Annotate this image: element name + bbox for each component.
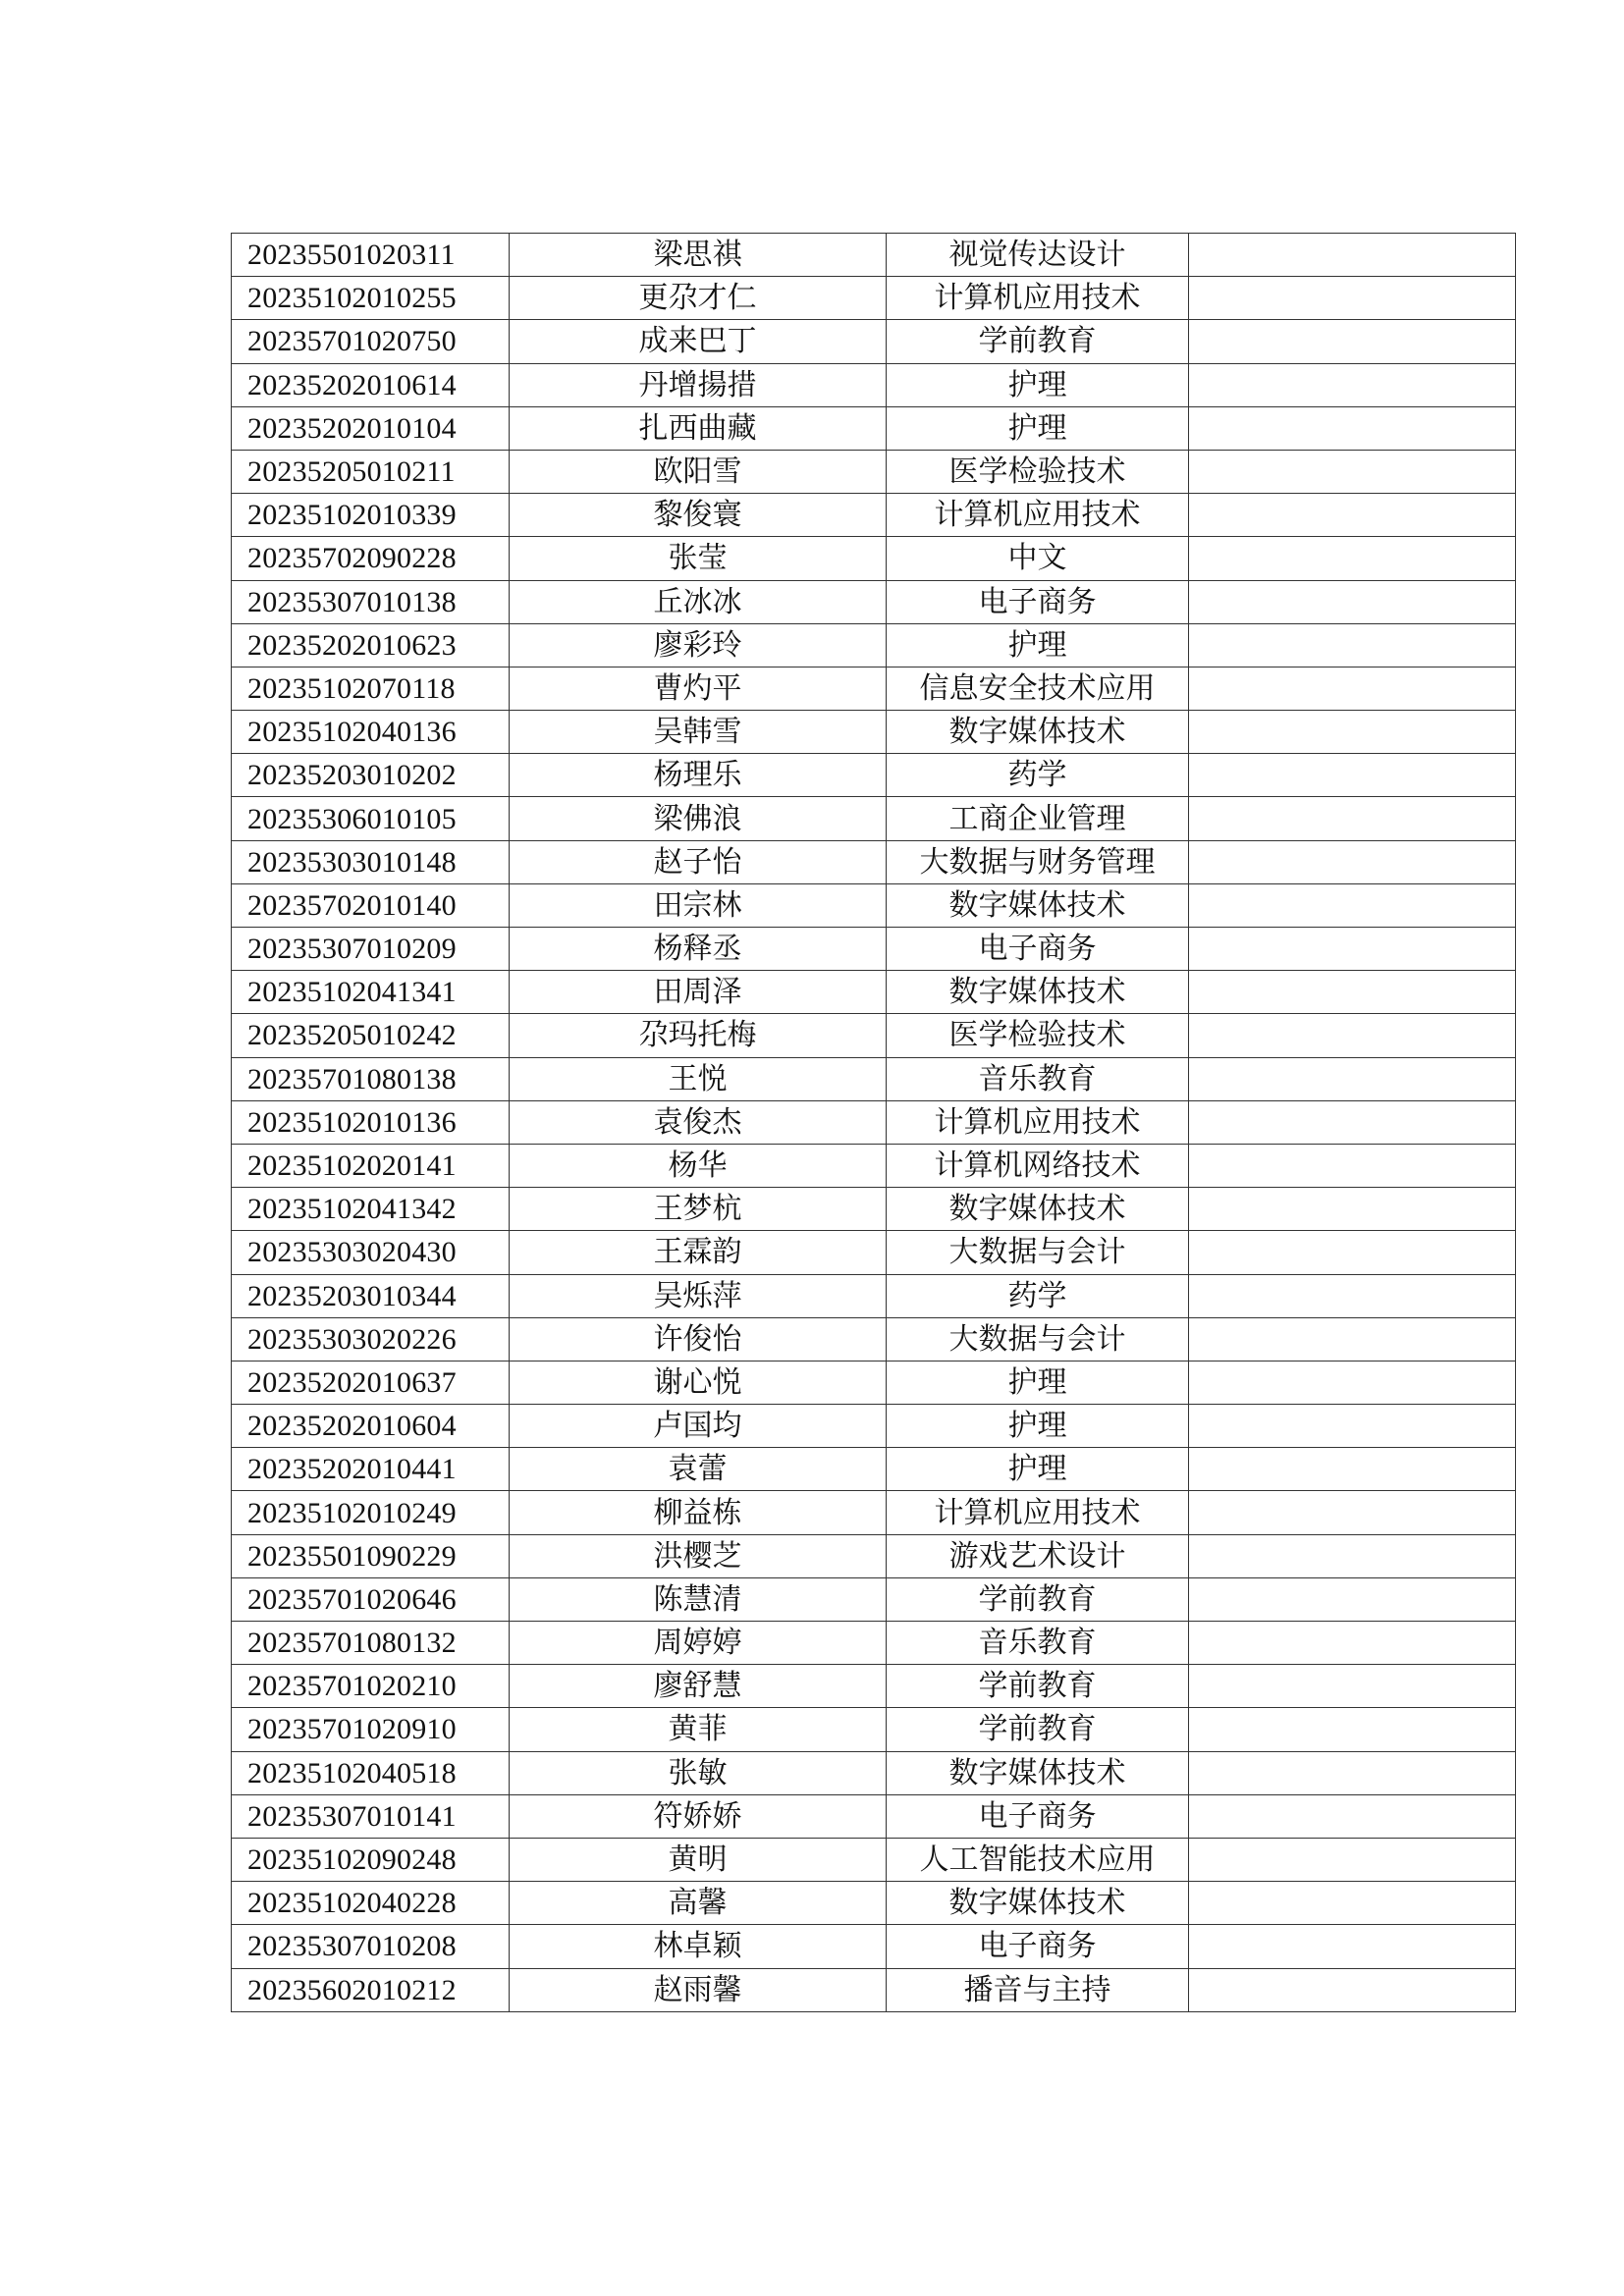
student-name-cell: 更尕才仁 xyxy=(510,277,887,320)
student-name-cell: 丘冰冰 xyxy=(510,580,887,623)
table-row xyxy=(232,1838,1516,1881)
student-id-cell: 20235701020750 xyxy=(232,320,510,363)
student-id-cell: 20235102010136 xyxy=(232,1100,510,1144)
student-major-cell: 学前教育 xyxy=(887,1708,1189,1751)
student-name-cell: 黎俊寰 xyxy=(510,494,887,537)
student-note-cell xyxy=(1189,1100,1516,1144)
table-row xyxy=(232,1708,1516,1751)
student-id-cell: 20235303010148 xyxy=(232,840,510,883)
student-note-cell xyxy=(1189,623,1516,667)
student-major-cell: 音乐教育 xyxy=(887,1622,1189,1665)
student-name-cell: 洪樱芝 xyxy=(510,1534,887,1577)
table-row xyxy=(232,1057,1516,1100)
student-major-cell: 护理 xyxy=(887,363,1189,406)
table-row xyxy=(232,1188,1516,1231)
table-row xyxy=(232,1794,1516,1838)
table-row xyxy=(232,667,1516,710)
student-major-cell: 大数据与财务管理 xyxy=(887,840,1189,883)
student-major-cell: 电子商务 xyxy=(887,1925,1189,1968)
table-row xyxy=(232,537,1516,580)
student-note-cell xyxy=(1189,797,1516,840)
student-note-cell xyxy=(1189,450,1516,493)
student-note-cell xyxy=(1189,1231,1516,1274)
student-id-cell: 20235303020430 xyxy=(232,1231,510,1274)
student-id-cell: 20235102010339 xyxy=(232,494,510,537)
student-name-cell: 欧阳雪 xyxy=(510,450,887,493)
student-name-cell: 黄菲 xyxy=(510,1708,887,1751)
student-major-cell: 计算机应用技术 xyxy=(887,494,1189,537)
student-id-cell: 20235702010140 xyxy=(232,883,510,927)
student-major-cell: 电子商务 xyxy=(887,1794,1189,1838)
student-note-cell xyxy=(1189,1057,1516,1100)
student-id-cell: 20235501090229 xyxy=(232,1534,510,1577)
table-row xyxy=(232,450,1516,493)
table-row xyxy=(232,1014,1516,1057)
table-row xyxy=(232,363,1516,406)
student-name-cell: 田周泽 xyxy=(510,971,887,1014)
student-id-cell: 20235102040136 xyxy=(232,711,510,754)
student-major-cell: 计算机应用技术 xyxy=(887,1491,1189,1534)
student-id-cell: 20235602010212 xyxy=(232,1968,510,2011)
student-note-cell xyxy=(1189,1317,1516,1361)
student-note-cell xyxy=(1189,1577,1516,1621)
student-name-cell: 谢心悦 xyxy=(510,1361,887,1404)
student-id-cell: 20235303020226 xyxy=(232,1317,510,1361)
table-row xyxy=(232,1491,1516,1534)
roster-body xyxy=(232,234,1516,2012)
table-row xyxy=(232,883,1516,927)
student-name-cell: 吴韩雪 xyxy=(510,711,887,754)
table-row xyxy=(232,1100,1516,1144)
student-note-cell xyxy=(1189,234,1516,277)
student-note-cell xyxy=(1189,363,1516,406)
student-name-cell: 赵雨馨 xyxy=(510,1968,887,2011)
student-major-cell: 信息安全技术应用 xyxy=(887,667,1189,710)
student-id-cell: 20235102041341 xyxy=(232,971,510,1014)
student-major-cell: 视觉传达设计 xyxy=(887,234,1189,277)
student-note-cell xyxy=(1189,1751,1516,1794)
student-note-cell xyxy=(1189,1708,1516,1751)
student-note-cell xyxy=(1189,754,1516,797)
student-id-cell: 20235202010614 xyxy=(232,363,510,406)
student-note-cell xyxy=(1189,667,1516,710)
table-row xyxy=(232,711,1516,754)
student-note-cell xyxy=(1189,1448,1516,1491)
student-name-cell: 周婷婷 xyxy=(510,1622,887,1665)
student-note-cell xyxy=(1189,1838,1516,1881)
student-note-cell xyxy=(1189,1491,1516,1534)
student-id-cell: 20235102090248 xyxy=(232,1838,510,1881)
student-major-cell: 学前教育 xyxy=(887,1577,1189,1621)
student-major-cell: 医学检验技术 xyxy=(887,450,1189,493)
student-note-cell xyxy=(1189,1534,1516,1577)
student-name-cell: 陈慧清 xyxy=(510,1577,887,1621)
table-row xyxy=(232,1577,1516,1621)
student-major-cell: 数字媒体技术 xyxy=(887,971,1189,1014)
student-name-cell: 卢国均 xyxy=(510,1405,887,1448)
student-major-cell: 数字媒体技术 xyxy=(887,1188,1189,1231)
student-major-cell: 护理 xyxy=(887,623,1189,667)
table-row xyxy=(232,1622,1516,1665)
table-row xyxy=(232,971,1516,1014)
student-name-cell: 高馨 xyxy=(510,1882,887,1925)
table-row xyxy=(232,928,1516,971)
student-name-cell: 扎西曲藏 xyxy=(510,406,887,450)
student-major-cell: 学前教育 xyxy=(887,1665,1189,1708)
student-name-cell: 田宗林 xyxy=(510,883,887,927)
student-id-cell: 20235307010141 xyxy=(232,1794,510,1838)
table-row xyxy=(232,234,1516,277)
table-row xyxy=(232,320,1516,363)
student-name-cell: 梁思祺 xyxy=(510,234,887,277)
student-id-cell: 20235102020141 xyxy=(232,1144,510,1187)
student-note-cell xyxy=(1189,494,1516,537)
student-name-cell: 张莹 xyxy=(510,537,887,580)
student-major-cell: 人工智能技术应用 xyxy=(887,1838,1189,1881)
student-major-cell: 大数据与会计 xyxy=(887,1231,1189,1274)
student-id-cell: 20235701020910 xyxy=(232,1708,510,1751)
student-name-cell: 丹增揚措 xyxy=(510,363,887,406)
student-note-cell xyxy=(1189,1968,1516,2011)
student-name-cell: 袁俊杰 xyxy=(510,1100,887,1144)
student-name-cell: 符娇娇 xyxy=(510,1794,887,1838)
student-name-cell: 杨释丞 xyxy=(510,928,887,971)
student-roster-table xyxy=(231,233,1516,2012)
student-id-cell: 20235306010105 xyxy=(232,797,510,840)
student-note-cell xyxy=(1189,1665,1516,1708)
student-note-cell xyxy=(1189,1014,1516,1057)
student-note-cell xyxy=(1189,580,1516,623)
student-major-cell: 游戏艺术设计 xyxy=(887,1534,1189,1577)
table-row xyxy=(232,840,1516,883)
table-row xyxy=(232,1231,1516,1274)
student-major-cell: 数字媒体技术 xyxy=(887,883,1189,927)
student-note-cell xyxy=(1189,406,1516,450)
student-id-cell: 20235102070118 xyxy=(232,667,510,710)
student-major-cell: 学前教育 xyxy=(887,320,1189,363)
student-note-cell xyxy=(1189,1188,1516,1231)
student-name-cell: 成来巴丁 xyxy=(510,320,887,363)
student-name-cell: 柳益栋 xyxy=(510,1491,887,1534)
student-major-cell: 数字媒体技术 xyxy=(887,1751,1189,1794)
student-name-cell: 梁佛浪 xyxy=(510,797,887,840)
student-name-cell: 杨华 xyxy=(510,1144,887,1187)
table-row xyxy=(232,1751,1516,1794)
student-id-cell: 20235102010255 xyxy=(232,277,510,320)
student-note-cell xyxy=(1189,1925,1516,1968)
student-id-cell: 20235205010242 xyxy=(232,1014,510,1057)
student-note-cell xyxy=(1189,537,1516,580)
student-id-cell: 20235202010637 xyxy=(232,1361,510,1404)
student-name-cell: 赵子怡 xyxy=(510,840,887,883)
student-id-cell: 20235102010249 xyxy=(232,1491,510,1534)
student-note-cell xyxy=(1189,883,1516,927)
student-major-cell: 中文 xyxy=(887,537,1189,580)
table-row xyxy=(232,580,1516,623)
student-id-cell: 20235701080132 xyxy=(232,1622,510,1665)
student-major-cell: 大数据与会计 xyxy=(887,1317,1189,1361)
table-row xyxy=(232,494,1516,537)
student-id-cell: 20235307010209 xyxy=(232,928,510,971)
student-major-cell: 播音与主持 xyxy=(887,1968,1189,2011)
table-row xyxy=(232,1448,1516,1491)
table-row xyxy=(232,1144,1516,1187)
student-major-cell: 护理 xyxy=(887,406,1189,450)
student-note-cell xyxy=(1189,928,1516,971)
student-major-cell: 计算机应用技术 xyxy=(887,1100,1189,1144)
student-name-cell: 廖舒慧 xyxy=(510,1665,887,1708)
student-note-cell xyxy=(1189,840,1516,883)
student-name-cell: 王梦杭 xyxy=(510,1188,887,1231)
student-major-cell: 药学 xyxy=(887,1274,1189,1317)
student-id-cell: 20235202010441 xyxy=(232,1448,510,1491)
student-major-cell: 音乐教育 xyxy=(887,1057,1189,1100)
table-row xyxy=(232,1405,1516,1448)
student-id-cell: 20235102040518 xyxy=(232,1751,510,1794)
table-row xyxy=(232,406,1516,450)
student-id-cell: 20235202010104 xyxy=(232,406,510,450)
student-major-cell: 电子商务 xyxy=(887,928,1189,971)
student-name-cell: 袁蕾 xyxy=(510,1448,887,1491)
student-id-cell: 20235203010202 xyxy=(232,754,510,797)
student-id-cell: 20235202010604 xyxy=(232,1405,510,1448)
student-note-cell xyxy=(1189,971,1516,1014)
student-major-cell: 计算机网络技术 xyxy=(887,1144,1189,1187)
table-row xyxy=(232,1882,1516,1925)
table-row xyxy=(232,1925,1516,1968)
student-id-cell: 20235701020646 xyxy=(232,1577,510,1621)
table-row xyxy=(232,754,1516,797)
student-name-cell: 张敏 xyxy=(510,1751,887,1794)
student-note-cell xyxy=(1189,1274,1516,1317)
student-note-cell xyxy=(1189,1882,1516,1925)
student-id-cell: 20235702090228 xyxy=(232,537,510,580)
student-major-cell: 护理 xyxy=(887,1405,1189,1448)
table-row xyxy=(232,277,1516,320)
student-id-cell: 20235307010138 xyxy=(232,580,510,623)
student-id-cell: 20235701080138 xyxy=(232,1057,510,1100)
student-major-cell: 工商企业管理 xyxy=(887,797,1189,840)
student-major-cell: 医学检验技术 xyxy=(887,1014,1189,1057)
table-row xyxy=(232,1534,1516,1577)
student-name-cell: 林卓颖 xyxy=(510,1925,887,1968)
student-note-cell xyxy=(1189,1794,1516,1838)
student-note-cell xyxy=(1189,711,1516,754)
student-major-cell: 数字媒体技术 xyxy=(887,1882,1189,1925)
student-major-cell: 计算机应用技术 xyxy=(887,277,1189,320)
student-note-cell xyxy=(1189,1144,1516,1187)
student-name-cell: 黄明 xyxy=(510,1838,887,1881)
student-major-cell: 数字媒体技术 xyxy=(887,711,1189,754)
student-id-cell: 20235205010211 xyxy=(232,450,510,493)
student-id-cell: 20235307010208 xyxy=(232,1925,510,1968)
table-row xyxy=(232,1665,1516,1708)
student-id-cell: 20235102041342 xyxy=(232,1188,510,1231)
student-note-cell xyxy=(1189,1361,1516,1404)
student-name-cell: 尕玛托梅 xyxy=(510,1014,887,1057)
student-id-cell: 20235102040228 xyxy=(232,1882,510,1925)
student-name-cell: 廖彩玲 xyxy=(510,623,887,667)
student-major-cell: 护理 xyxy=(887,1361,1189,1404)
student-name-cell: 吴烁萍 xyxy=(510,1274,887,1317)
table-row xyxy=(232,623,1516,667)
table-row xyxy=(232,797,1516,840)
student-id-cell: 20235203010344 xyxy=(232,1274,510,1317)
student-major-cell: 电子商务 xyxy=(887,580,1189,623)
student-major-cell: 药学 xyxy=(887,754,1189,797)
student-id-cell: 20235202010623 xyxy=(232,623,510,667)
table-row xyxy=(232,1968,1516,2011)
student-id-cell: 20235501020311 xyxy=(232,234,510,277)
student-name-cell: 曹灼平 xyxy=(510,667,887,710)
student-note-cell xyxy=(1189,1622,1516,1665)
student-major-cell: 护理 xyxy=(887,1448,1189,1491)
table-row xyxy=(232,1274,1516,1317)
student-note-cell xyxy=(1189,277,1516,320)
student-name-cell: 王悦 xyxy=(510,1057,887,1100)
student-name-cell: 许俊怡 xyxy=(510,1317,887,1361)
student-note-cell xyxy=(1189,320,1516,363)
table-row xyxy=(232,1317,1516,1361)
student-note-cell xyxy=(1189,1405,1516,1448)
table-row xyxy=(232,1361,1516,1404)
student-name-cell: 王霖韵 xyxy=(510,1231,887,1274)
student-id-cell: 20235701020210 xyxy=(232,1665,510,1708)
student-name-cell: 杨理乐 xyxy=(510,754,887,797)
